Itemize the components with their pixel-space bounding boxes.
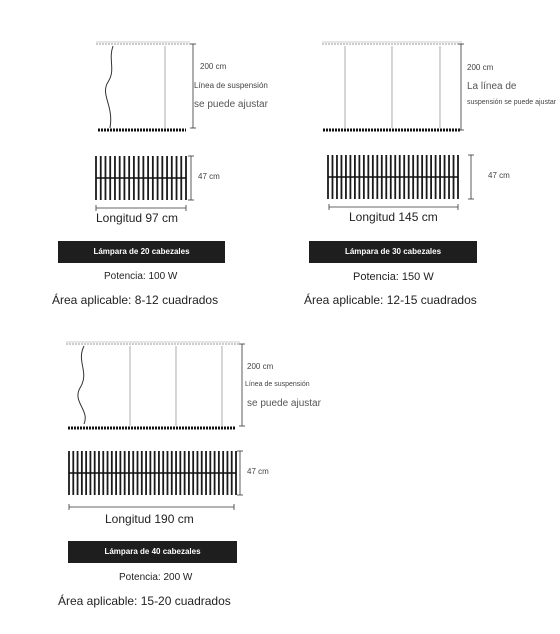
adjustable-label: se puede ajustar bbox=[247, 398, 321, 409]
area-label: Área aplicable: 15-20 cuadrados bbox=[58, 594, 231, 608]
suspension-line-label: La línea de bbox=[467, 81, 517, 92]
depth-label: 47 cm bbox=[198, 172, 220, 181]
height-label: 200 cm bbox=[247, 362, 274, 371]
power-label: Potencia: 150 W bbox=[353, 271, 434, 283]
adjustable-label: se puede ajustar bbox=[194, 99, 268, 110]
depth-label: 47 cm bbox=[247, 467, 269, 476]
model-badge: Lámpara de 30 cabezales bbox=[309, 241, 477, 263]
suspension-line-label: Línea de suspensión bbox=[245, 381, 310, 388]
height-label: 200 cm bbox=[467, 63, 494, 72]
suspension-line-label: Línea de suspensión bbox=[194, 81, 268, 90]
area-label: Área aplicable: 8-12 cuadrados bbox=[52, 293, 219, 307]
adjustable-label: suspensión se puede ajustar bbox=[467, 99, 557, 106]
length-label: Longitud 97 cm bbox=[96, 211, 179, 225]
model-badge: Lámpara de 40 cabezales bbox=[68, 541, 237, 563]
power-label: Potencia: 200 W bbox=[119, 572, 193, 583]
model-badge: Lámpara de 20 cabezales bbox=[58, 241, 225, 263]
length-label: Longitud 145 cm bbox=[349, 210, 438, 224]
depth-label: 47 cm bbox=[488, 171, 510, 180]
length-label: Longitud 190 cm bbox=[105, 512, 194, 526]
power-label: Potencia: 100 W bbox=[104, 271, 178, 282]
top-view-drawing bbox=[0, 0, 300, 520]
area-label: Área aplicable: 12-15 cuadrados bbox=[304, 293, 477, 307]
height-label: 200 cm bbox=[200, 62, 227, 71]
